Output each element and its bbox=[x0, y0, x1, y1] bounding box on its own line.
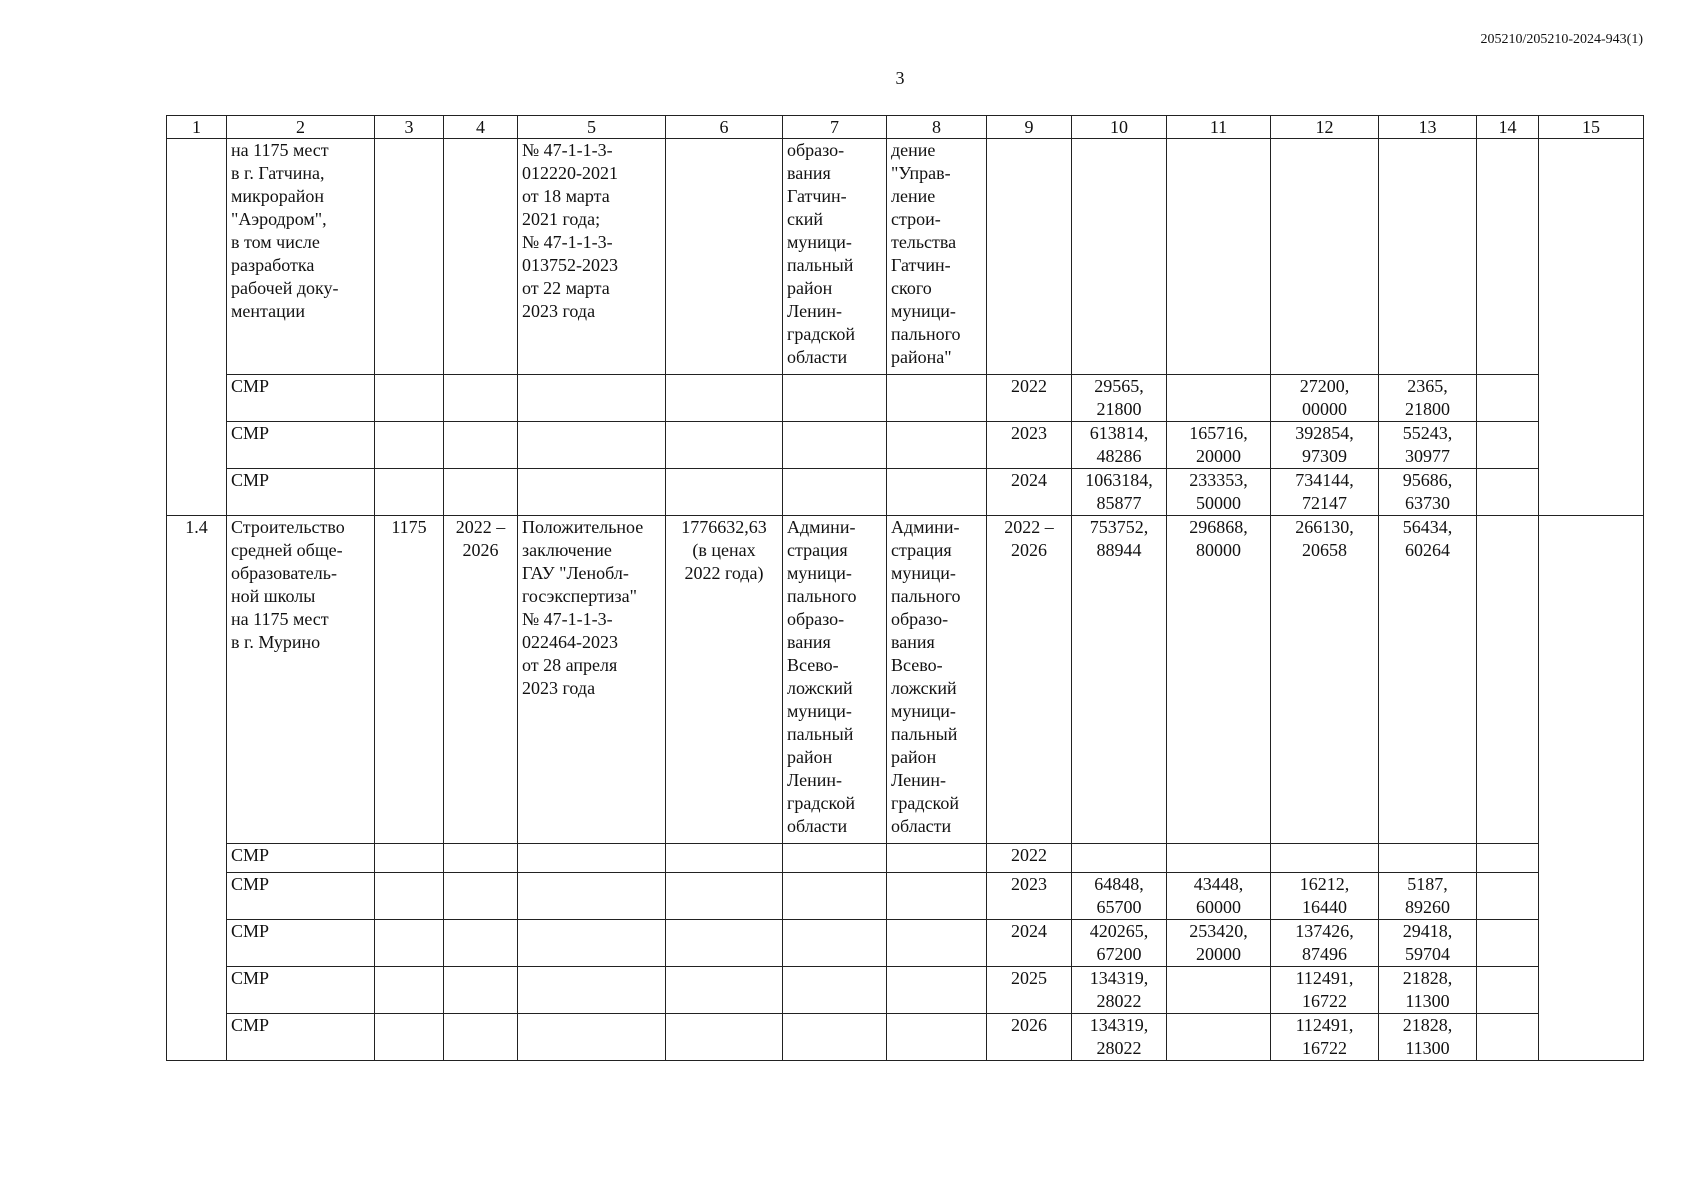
table-row bbox=[167, 375, 1644, 422]
empty-cell bbox=[783, 469, 887, 516]
expertise-cell: Положительное заключение ГАУ "Ленобл- госэкспертиза" № 47-1-1-3- 022464-2023 от 28 апреля 2023 года bbox=[518, 516, 666, 844]
year-cell: 2026 bbox=[987, 1014, 1072, 1061]
amount-cell: 5187, 89260 bbox=[1379, 873, 1477, 920]
amount-cell: 21828, 11300 bbox=[1379, 967, 1477, 1014]
empty-cell bbox=[666, 469, 783, 516]
empty-cell bbox=[1477, 469, 1539, 516]
table-row bbox=[167, 516, 1644, 844]
amount-cell: 112491, 16722 bbox=[1271, 1014, 1379, 1061]
smr-label: СМР bbox=[227, 1014, 375, 1061]
amount-cell: 266130, 20658 bbox=[1271, 516, 1379, 844]
empty-cell bbox=[666, 1014, 783, 1061]
header-cell: 5 bbox=[518, 116, 666, 139]
empty-cell bbox=[444, 967, 518, 1014]
empty-cell bbox=[1477, 1014, 1539, 1061]
cost-cell bbox=[666, 139, 783, 375]
table-row bbox=[167, 844, 1644, 873]
empty-cell bbox=[444, 375, 518, 422]
document-id: 205210/205210-2024-943(1) bbox=[1480, 32, 1643, 47]
empty-cell bbox=[1477, 967, 1539, 1014]
empty-cell bbox=[666, 967, 783, 1014]
amount-cell bbox=[1167, 967, 1271, 1014]
amount-cell: 55243, 30977 bbox=[1379, 422, 1477, 469]
empty-cell bbox=[444, 920, 518, 967]
amount-cell bbox=[1271, 844, 1379, 873]
empty-cell bbox=[444, 873, 518, 920]
empty-cell bbox=[375, 920, 444, 967]
year-cell: 2024 bbox=[987, 920, 1072, 967]
amount-cell bbox=[1379, 139, 1477, 375]
amount-cell: 27200, 00000 bbox=[1271, 375, 1379, 422]
empty-cell bbox=[375, 469, 444, 516]
empty-cell bbox=[887, 422, 987, 469]
header-cell: 1 bbox=[167, 116, 227, 139]
amount-cell: 165716, 20000 bbox=[1167, 422, 1271, 469]
amount-cell: 392854, 97309 bbox=[1271, 422, 1379, 469]
amount-cell bbox=[1167, 1014, 1271, 1061]
header-cell: 12 bbox=[1271, 116, 1379, 139]
year-cell: 2024 bbox=[987, 469, 1072, 516]
amount-cell: 2365, 21800 bbox=[1379, 375, 1477, 422]
header-cell: 4 bbox=[444, 116, 518, 139]
header-cell: 14 bbox=[1477, 116, 1539, 139]
empty-cell bbox=[518, 844, 666, 873]
amount-cell: 1063184, 85877 bbox=[1072, 469, 1167, 516]
empty-cell bbox=[375, 967, 444, 1014]
empty-cell bbox=[518, 967, 666, 1014]
amount-cell: 95686, 63730 bbox=[1379, 469, 1477, 516]
empty-cell bbox=[666, 920, 783, 967]
empty-cell bbox=[783, 375, 887, 422]
empty-cell bbox=[887, 469, 987, 516]
empty-cell bbox=[783, 967, 887, 1014]
empty-cell bbox=[887, 1014, 987, 1061]
empty-cell bbox=[375, 375, 444, 422]
empty-cell bbox=[518, 375, 666, 422]
empty-cell bbox=[887, 844, 987, 873]
period-cell: 2022 – 2026 bbox=[444, 516, 518, 844]
header-cell: 2 bbox=[227, 116, 375, 139]
empty-cell bbox=[375, 422, 444, 469]
table-row bbox=[167, 139, 1644, 375]
amount-cell: 21828, 11300 bbox=[1379, 1014, 1477, 1061]
customer-cell: образо- вания Гатчин- ский муници- пальный район Ленин- градской области bbox=[783, 139, 887, 375]
amount-cell: 29418, 59704 bbox=[1379, 920, 1477, 967]
smr-label: СМР bbox=[227, 375, 375, 422]
empty-cell bbox=[666, 422, 783, 469]
year-cell: 2023 bbox=[987, 873, 1072, 920]
smr-label: СМР bbox=[227, 920, 375, 967]
header-cell: 10 bbox=[1072, 116, 1167, 139]
year-cell: 2025 bbox=[987, 967, 1072, 1014]
empty-cell bbox=[375, 1014, 444, 1061]
note-cell bbox=[1539, 516, 1644, 1061]
header-cell: 3 bbox=[375, 116, 444, 139]
amount-cell bbox=[1167, 375, 1271, 422]
amount-cell bbox=[1167, 139, 1271, 375]
row-number-cell bbox=[167, 139, 227, 516]
amount-cell: 233353, 50000 bbox=[1167, 469, 1271, 516]
amount-cell: 112491, 16722 bbox=[1271, 967, 1379, 1014]
year-cell bbox=[987, 139, 1072, 375]
amount-cell: 29565, 21800 bbox=[1072, 375, 1167, 422]
header-cell: 11 bbox=[1167, 116, 1271, 139]
capacity-cell bbox=[375, 139, 444, 375]
empty-cell bbox=[783, 873, 887, 920]
table-row bbox=[167, 422, 1644, 469]
page-number: 3 bbox=[895, 68, 905, 88]
smr-label: СМР bbox=[227, 873, 375, 920]
empty-cell bbox=[783, 844, 887, 873]
empty-cell bbox=[783, 920, 887, 967]
amount-cell: 253420, 20000 bbox=[1167, 920, 1271, 967]
header-cell: 15 bbox=[1539, 116, 1644, 139]
empty-cell bbox=[444, 469, 518, 516]
smr-label: СМР bbox=[227, 469, 375, 516]
amount-cell: 16212, 16440 bbox=[1271, 873, 1379, 920]
empty-cell bbox=[518, 422, 666, 469]
object-name-cell: Строительство средней обще- образователь- ной школы на 1175 мест в г. Мурино bbox=[227, 516, 375, 844]
amount-cell bbox=[1072, 139, 1167, 375]
amount-cell bbox=[1477, 139, 1539, 375]
empty-cell bbox=[518, 1014, 666, 1061]
amount-cell: 753752, 88944 bbox=[1072, 516, 1167, 844]
empty-cell bbox=[518, 920, 666, 967]
table-row bbox=[167, 1014, 1644, 1061]
amount-cell bbox=[1167, 844, 1271, 873]
amount-cell: 613814, 48286 bbox=[1072, 422, 1167, 469]
builder-cell: дение "Управ- ление строи- тельства Гатчин- ского муници- пального района" bbox=[887, 139, 987, 375]
smr-label: СМР bbox=[227, 967, 375, 1014]
header-cell: 7 bbox=[783, 116, 887, 139]
row-number-cell: 1.4 bbox=[167, 516, 227, 1061]
empty-cell bbox=[518, 873, 666, 920]
empty-cell bbox=[666, 375, 783, 422]
smr-label: СМР bbox=[227, 844, 375, 873]
expertise-cell: № 47-1-1-3- 012220-2021 от 18 марта 2021 года; № 47-1-1-3- 013752-2023 от 22 марта 2023 года bbox=[518, 139, 666, 375]
table-row bbox=[167, 920, 1644, 967]
year-cell: 2022 – 2026 bbox=[987, 516, 1072, 844]
empty-cell bbox=[375, 873, 444, 920]
empty-cell bbox=[1477, 844, 1539, 873]
table-row bbox=[167, 873, 1644, 920]
empty-cell bbox=[444, 844, 518, 873]
note-cell bbox=[1539, 139, 1644, 516]
empty-cell bbox=[1477, 873, 1539, 920]
empty-cell bbox=[783, 1014, 887, 1061]
empty-cell bbox=[887, 920, 987, 967]
empty-cell bbox=[783, 422, 887, 469]
empty-cell bbox=[1477, 375, 1539, 422]
empty-cell bbox=[1477, 920, 1539, 967]
capacity-cell: 1175 bbox=[375, 516, 444, 844]
amount-cell: 64848, 65700 bbox=[1072, 873, 1167, 920]
program-table bbox=[166, 115, 1644, 1061]
amount-cell: 134319, 28022 bbox=[1072, 1014, 1167, 1061]
object-name-cell: на 1175 мест в г. Гатчина, микрорайон "Аэродром", в том числе разработка рабочей доку- ментации bbox=[227, 139, 375, 375]
table-row bbox=[167, 469, 1644, 516]
year-cell: 2022 bbox=[987, 375, 1072, 422]
amount-cell: 420265, 67200 bbox=[1072, 920, 1167, 967]
empty-cell bbox=[666, 844, 783, 873]
amount-cell: 43448, 60000 bbox=[1167, 873, 1271, 920]
header-cell: 6 bbox=[666, 116, 783, 139]
empty-cell bbox=[444, 1014, 518, 1061]
cost-cell: 1776632,63 (в ценах 2022 года) bbox=[666, 516, 783, 844]
year-cell: 2022 bbox=[987, 844, 1072, 873]
empty-cell bbox=[1477, 422, 1539, 469]
header-row bbox=[167, 116, 1644, 139]
builder-cell: Админи- страция муници- пального образо- вания Всево- ложский муници- пальный район Ленин- градской области bbox=[887, 516, 987, 844]
empty-cell bbox=[887, 873, 987, 920]
empty-cell bbox=[887, 375, 987, 422]
empty-cell bbox=[444, 422, 518, 469]
amount-cell: 734144, 72147 bbox=[1271, 469, 1379, 516]
amount-cell: 134319, 28022 bbox=[1072, 967, 1167, 1014]
header-cell: 9 bbox=[987, 116, 1072, 139]
header-cell: 13 bbox=[1379, 116, 1477, 139]
year-cell: 2023 bbox=[987, 422, 1072, 469]
amount-cell bbox=[1379, 844, 1477, 873]
empty-cell bbox=[666, 873, 783, 920]
table-row bbox=[167, 967, 1644, 1014]
smr-label: СМР bbox=[227, 422, 375, 469]
empty-cell bbox=[518, 469, 666, 516]
amount-cell: 296868, 80000 bbox=[1167, 516, 1271, 844]
period-cell bbox=[444, 139, 518, 375]
amount-cell: 56434, 60264 bbox=[1379, 516, 1477, 844]
header-cell: 8 bbox=[887, 116, 987, 139]
amount-cell bbox=[1271, 139, 1379, 375]
amount-cell: 137426, 87496 bbox=[1271, 920, 1379, 967]
amount-cell bbox=[1072, 844, 1167, 873]
empty-cell bbox=[1477, 516, 1539, 844]
empty-cell bbox=[375, 844, 444, 873]
empty-cell bbox=[887, 967, 987, 1014]
customer-cell: Админи- страция муници- пального образо- вания Всево- ложский муници- пальный район Ленин- градской области bbox=[783, 516, 887, 844]
